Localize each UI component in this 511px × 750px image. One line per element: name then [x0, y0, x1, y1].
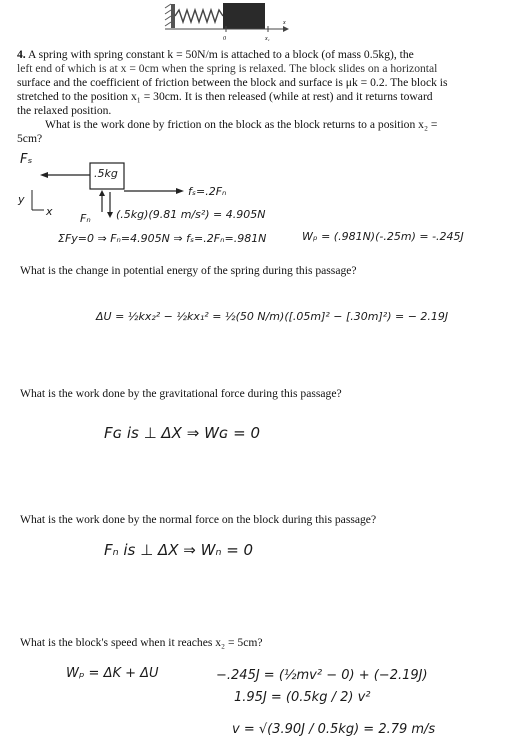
normal-force-label: Fₙ	[80, 212, 91, 225]
question-block-speed: What is the block's speed when it reaches x₂ = 5cm?	[20, 636, 263, 649]
problem-line-6: What is the work done by friction on the block as the block returns to a position x₂ =	[45, 118, 438, 131]
answer-normal-work: Fₙ is ⊥ ΔX ⇒ Wₙ = 0	[104, 541, 254, 559]
problem-number: 4.	[17, 48, 26, 61]
question-potential-energy: What is the change in potential energy of the spring during this passage?	[20, 264, 357, 277]
tick-zero: 0	[223, 36, 226, 42]
block-icon	[223, 3, 265, 29]
axis-y-label: y	[18, 193, 25, 206]
spring-icon	[175, 10, 223, 22]
tick-x1: x₁	[265, 36, 270, 42]
answer-potential-energy: ΔU = ½kx₂² − ½kx₁² = ½(50 N/m)([.05m]² − [.30m]²) = − 2.19J	[96, 310, 449, 323]
question-gravity-work: What is the work done by the gravitational force during this passage?	[20, 387, 342, 400]
problem-line-5: the relaxed position.	[17, 104, 112, 117]
problem-line-4: stretched to the position x₁ = 30cm. It is then released (while at rest) and it returns toward	[17, 90, 433, 103]
speed-result: v = √(3.90J / 0.5kg) = 2.79 m/s	[232, 722, 436, 737]
speed-energy-equation: Wₚ = ΔK + ΔU	[66, 666, 159, 681]
speed-substitution: −.245J = (½mv² − 0) + (−2.19J)	[216, 668, 428, 683]
speed-rearrange: 1.95J = (0.5kg / 2) v²	[234, 690, 371, 705]
friction-work: Wₚ = (.981N)(-.25m) = -.245J	[302, 230, 464, 243]
spring-block-figure	[155, 0, 315, 42]
problem-line-7: 5cm?	[17, 132, 43, 145]
problem-line-2: left end of which is at x = 0cm when the spring is relaxed. The block slides on a horizontal	[17, 62, 438, 75]
problem-line-1: A spring with spring constant k = 50N/m is attached to a block (of mass 0.5kg), the	[27, 48, 414, 61]
wall-icon	[165, 4, 175, 28]
axis-x-label-hw: x	[46, 205, 53, 218]
sum-forces: ΣFy=0 ⇒ Fₙ=4.905N ⇒ fₛ=.2Fₙ=.981N	[58, 232, 267, 245]
answer-gravity-work: Fɢ is ⊥ ΔX ⇒ Wɢ = 0	[104, 424, 260, 442]
fs-label: Fₛ	[20, 152, 33, 167]
problem-statement	[17, 48, 505, 146]
weight-calc: (.5kg)(9.81 m/s²) = 4.905N	[116, 208, 266, 221]
problem-line-3: surface and the coefficient of friction between the block and surface is μk = 0.2. The block is	[17, 76, 448, 89]
friction-label: fₛ=.2Fₙ	[188, 185, 227, 198]
block-mass-label: .5kg	[94, 167, 118, 180]
question-normal-work: What is the work done by the normal force on the block during this passage?	[20, 513, 377, 526]
axis-x-label: x	[283, 20, 286, 26]
